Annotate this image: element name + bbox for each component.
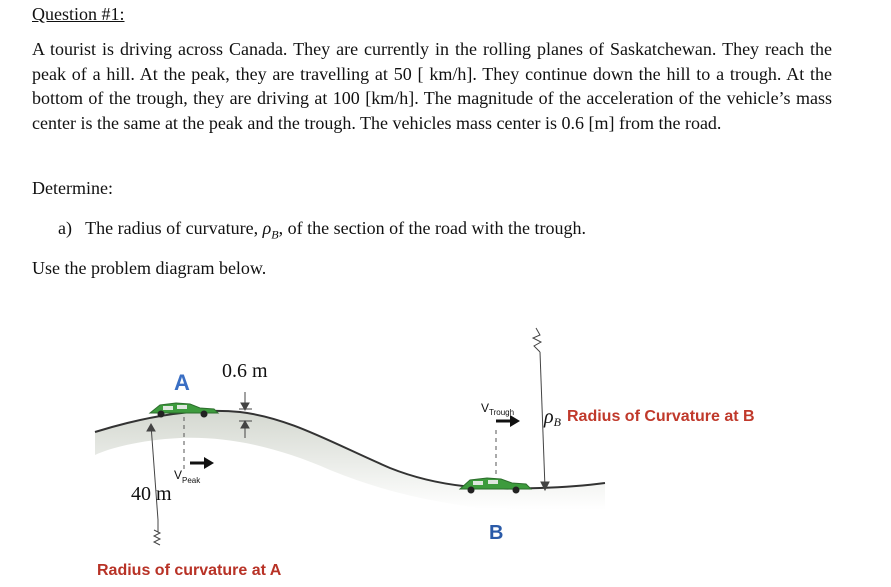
v-trough-label: $V_{Trough}$ [481,401,515,417]
v-peak-label: $V_{Peak}$ [174,468,201,485]
part-a-text: The radius of curvature, [85,218,259,238]
part-a-label: a) [58,218,72,238]
determine-label: Determine: [32,178,113,198]
rho-subscript: B [271,227,279,242]
question-heading: Question #1: [32,4,125,24]
rho-symbol: ρ [262,218,272,238]
radius-a-caption: Radius of curvature at A [97,562,282,579]
mass-center-height-label: 0.6 m [222,360,268,382]
label-a: A [174,370,190,395]
label-b: B [489,522,504,544]
v-peak-arrow [190,457,214,469]
rho-b-label: ρB [544,406,561,429]
problem-statement: A tourist is driving across Canada. They are currently in the rolling planes of Saskatchewan. They reach the peak of a hill. At the peak, they are travelling at 50 [ km/h]. They continue down the hill to a trough. At the bottom of the trough, they are driving at 100 [km/h]. The magnitude of the acceleration of the vehicle’s mass center is the same at the peak and the trough. The vehicles mass center is 0.6 [m] from the road. [32,39,832,133]
radius-a-value: 40 m [131,483,172,505]
use-diagram-instruction: Use the problem diagram below. [32,258,267,278]
part-a-text-after: , of the section of the road with the trough. [278,218,587,238]
radius-b-caption: Radius of Curvature at B [567,408,755,425]
